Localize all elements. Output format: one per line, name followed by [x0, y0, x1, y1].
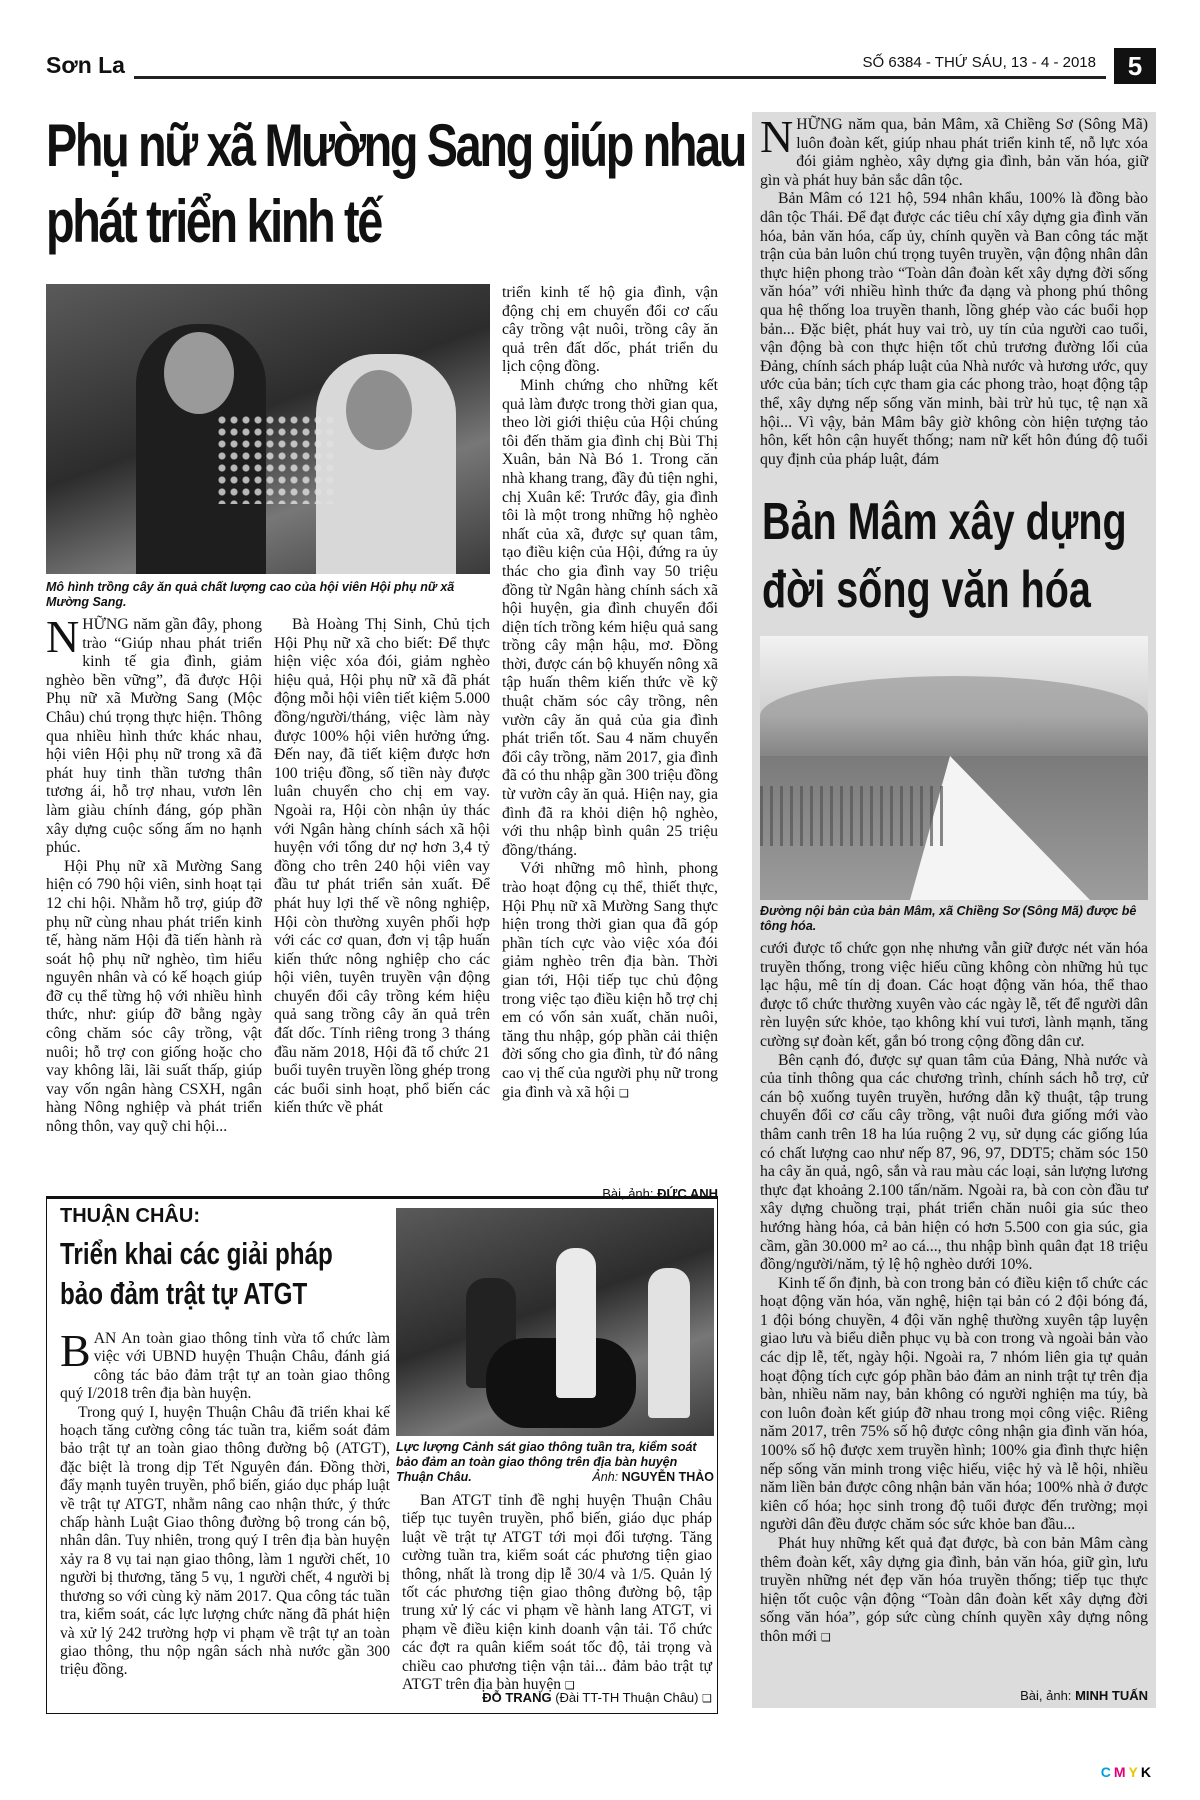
paragraph: Bản Mâm có 121 hộ, 594 nhân khẩu, 100% là đồng bào dân tộc Thái. Để đạt được các tiêu chí xây dựng gia đình văn hóa, bản văn hóa, cấp ủy, chính quyền và Ban công tác mặt trận của bản luôn chú trọng tuyên truyền, vận động nhân dân thực hiện phong trào “Toàn dân đoàn kết xây dựng đời sống văn hóa” với nhiều hình thức đa dạng và phong phú thông qua hệ thống loa truyền thanh, lồng ghép vào các buổi họp bản... Đặc biệt, phát huy vai trò, uy tín của người cao tuổi, vận động bà con thực hiện tốt chủ trương đường lối của Đảng, chính sách pháp luật của Nhà nước và hương ước, quy ước của bản; tích cực tham gia các phong trào, hoạt động tập thể, xây dựng nếp sống văn minh, bài trừ hủ tục, tệ nạn xã hội... Vì vậy, bản Mâm bây giờ không còn hiện tượng tảo hôn, kết hôn cận huyết thống; nam nữ kết hôn đúng độ tuổi quy định của pháp luật, đám [760, 190, 1148, 468]
right-article-title [762, 488, 1157, 624]
main-article-column-3 [502, 284, 718, 1103]
photo-flower-branch [216, 414, 336, 504]
box-article-column-2 [402, 1492, 712, 1695]
box-article-column-1 [60, 1325, 390, 1680]
author-name: ĐỨC ANH [657, 1186, 718, 1201]
box-article-byline: ĐỖ TRANG (Đài TT-TH Thuận Châu) ❑ [482, 1690, 712, 1705]
photo-officer-2 [648, 1268, 690, 1418]
right-title-line-1: Bản Mâm xây dựng [762, 493, 1127, 551]
cmyk-print-marks: CMYK [1100, 1764, 1154, 1780]
main-title-line-2: phát triển kinh tế [46, 188, 381, 255]
drop-cap: N [760, 111, 794, 162]
main-article-byline: Bài, ảnh: ĐỨC ANH [602, 1186, 718, 1201]
traffic-police-photo [396, 1208, 714, 1436]
photo-officer-1 [556, 1248, 596, 1398]
right-title-line-2: đời sống văn hóa [762, 561, 1091, 619]
paragraph: Ban ATGT tỉnh đề nghị huyện Thuận Châu tiếp tục tuyên truyền, phổ biến, giáo dục pháp luật về trật tự ATGT tới mọi đối tượng. Tăng cường tuần tra, kiểm soát các phương tiện giao thông, nhất là trong dịp lễ 30/4 và 1/5. Quản lý tốt các phương tiện giao thông đường bộ, tập trung xử lý các vi phạm về hành lang ATGT, vi phạm về điều kiện kinh doanh vận tải. Tổ chức các đợt ra quân kiểm soát tốc độ, tải trọng và chiều cao phương tiện vận tải... đảm bảo trật tự ATGT trên địa bàn huyện ❑ [402, 1492, 712, 1694]
right-article-intro [760, 111, 1148, 469]
box-title-line-2: bảo đảm trật tự ATGT [60, 1276, 308, 1311]
paragraph: NHỮNG năm gần đây, phong trào “Giúp nhau phát triển kinh tế gia đình, giảm nghèo bền vững”, đã được Hội Phụ nữ xã Mường Sang (Mộc Châu) chú trọng thực hiện. Thông qua nhiều hình thức khác nhau, hội viên Hội phụ nữ trong xã đã phát huy tinh thần tương thân tương ái, hỗ trợ nhau, vươn lên làm giàu chính đáng, góp phần xây dựng cuộc sống ấm no hạnh phúc. [46, 611, 262, 857]
end-mark: ❑ [564, 1679, 575, 1693]
author-name: MINH TUẤN [1075, 1688, 1148, 1703]
drop-cap: N [46, 611, 80, 662]
photo-face-left [164, 332, 234, 414]
box-title-line-1: Triển khai các giải pháp [60, 1236, 333, 1271]
paragraph: Với những mô hình, phong trào hoạt động cụ thể, thiết thực, Hội Phụ nữ xã Mường Sang thực hiện trong thời gian qua đã góp phần tích cực vào việc xóa đói giảm nghèo trên địa bàn. Thời gian tới, Hội tiếp tục chủ động trong việc tạo điều kiện hỗ trợ chị em có vốn sản xuất, chăn nuôi, tăng thu nhập, góp phần cải thiện đời sống cho gia đình, từ đó nâng cao vị thế của người phụ nữ trong gia đình và xã hội ❑ [502, 860, 718, 1101]
box-article-title [60, 1234, 388, 1314]
end-mark: ❑ [821, 1630, 831, 1644]
photo-fence [760, 786, 950, 846]
right-article-byline: Bài, ảnh: MINH TUẤN [1020, 1688, 1148, 1703]
box-kicker: THUẬN CHÂU: [60, 1205, 200, 1227]
photo-hills [760, 676, 1148, 756]
women-photo-caption: Mô hình trồng cây ăn quả chất lượng cao của hội viên Hội phụ nữ xã Mường Sang. [46, 580, 455, 609]
paragraph: Trong quý I, huyện Thuận Châu đã triển khai kế hoạch tăng cường công tác tuần tra, kiểm soát đảm bảo trật tự an toàn giao thông đường bộ (ATGT), đặc biệt là trong dịp Tết Nguyên đán. Đồng thời, đẩy mạnh tuyên truyền, phổ biến, giáo dục pháp luật về trật tự ATGT, nhằm nâng cao nhận thức, ý thức chấp hành Luật Giao thông đường bộ trong cán bộ, nhân dân. Tuy nhiên, trong quý I trên địa bàn huyện xảy ra 8 vụ tai nạn giao thông, làm 1 người chết, 10 người bị thương, tăng 5 vụ, 1 người chết, 4 người bị thương so với cùng kỳ năm 2017. Qua công tác tuần tra, kiểm soát, các lực lượng chức năng đã phát hiện và xử lý 242 trường hợp vi phạm về trật tự an toàn giao thông, thu nộp ngân sách nhà nước gần 300 triệu đồng. [60, 1403, 390, 1679]
drop-cap: B [60, 1325, 91, 1376]
village-road-photo [760, 636, 1148, 900]
main-article-title [46, 108, 746, 260]
main-article-column-1 [46, 611, 262, 1137]
paragraph: cưới được tổ chức gọn nhẹ nhưng vẫn giữ được nét văn hóa truyền thống, trong việc hiếu cũng không còn những hủ tục lạc hậu, mê tín dị đoan. Các hoạt động văn hóa, thể thao được tổ chức thường xuyên vào các ngày lễ, tết để người dân rèn luyện sức khỏe, tạo không khí vui tươi, lành mạnh, tăng cường sự đoàn kết, gắn bó trong cộng đồng dân cư. [760, 940, 1148, 1050]
paragraph: Bà Hoàng Thị Sinh, Chủ tịch Hội Phụ nữ xã cho biết: Để thực hiện việc xóa đói, giảm nghèo hiệu quả, Hội phụ nữ xã đã phát động mỗi hội viên tiết kiệm 5.000 đồng/người/tháng, việc làm này được 100% hội viên hưởng ứng. Đến nay, đã tiết kiệm được hơn 100 triệu đồng, số tiền này được luân chuyển cho chị em vay. Ngoài ra, Hội còn nhận ủy thác với Ngân hàng chính sách xã hội huyện với tổng dư nợ hơn 3,4 tỷ đồng cho trên 240 hội viên vay đầu tư phát triển sản xuất. Để phát huy lợi thế về nông nghiệp, Hội còn thường xuyên phối hợp với các cơ quan, đơn vị tập huấn kiến thức nông nghiệp cho các hội viên, tuyên truyền vận động chuyển đổi cây trồng kém hiệu quả sang trồng cây ăn quả trên đất dốc. Tính riêng trong 3 tháng đầu năm 2018, Hội đã tổ chức 21 buổi tuyên truyền lồng ghép trong các buổi sinh hoạt, phổ biến các kiến thức về phát [274, 616, 490, 1117]
issue-info: SỐ 6384 - THỨ SÁU, 13 - 4 - 2018 [857, 54, 1102, 71]
police-photo-caption: Lực lượng Cảnh sát giao thông tuần tra, kiểm soát bảo đảm an toàn giao thông trên địa bàn huyện Thuận Châu. [396, 1440, 697, 1484]
page-header [46, 48, 1156, 88]
paragraph: NHỮNG năm qua, bản Mâm, xã Chiềng Sơ (Sông Mã) luôn đoàn kết, giúp nhau phát triển kinh tế, nỗ lực xóa đói giảm nghèo, xây dựng gia đình, bản văn hóa, giữ gìn và phát huy bản sắc dân tộc. [760, 111, 1148, 189]
main-title-line-1: Phụ nữ xã Mường Sang giúp nhau [46, 112, 746, 179]
photo-face-right [346, 370, 412, 450]
road-photo-caption: Đường nội bản của bản Mâm, xã Chiềng Sơ (Sông Mã) được bê tông hóa. [760, 904, 1137, 933]
women-orchard-photo [46, 284, 490, 574]
paragraph: Phát huy những kết quả đạt được, bà con bản Mâm càng thêm đoàn kết, xây dựng gia đình, bản văn hóa, giữ gìn, lưu truyền những nét đẹp văn hóa truyền thống; tiếp tục thực hiện tốt cuộc vận động “Toàn dân đoàn kết xây dựng đời sống văn hóa”, góp sức cùng chính quyền xây dựng nông thôn mới ❑ [760, 1535, 1148, 1645]
paragraph: triển kinh tế hộ gia đình, vận động chị em chuyển đổi cơ cấu cây trồng vật nuôi, trồng cây ăn quả trên đất dốc, phát triển du lịch cộng đồng. [502, 284, 718, 376]
paragraph: Bên cạnh đó, được sự quan tâm của Đảng, Nhà nước và của tỉnh thông qua các chương trình, chính sách hỗ trợ, cử cán bộ xuống tuyên truyền, hướng dẫn kỹ thuật, tập trung chuyển đổi cơ cấu cây trồng, vật nuôi đưa giống mới vào thâm canh trên 18 ha lúa ruộng 2 vụ, sử dụng các giống lúa có chất lượng cao như nếp 87, 96, 97, DDT5; chăm sóc 150 ha cây ăn quả, ngô, sắn và rau màu các loại, sản lượng lương thực đạt khoảng 2.100 tấn/năm. Ngoài ra, bà con còn đầu tư xây dựng chuồng trại, phát triển chăn nuôi gia súc theo hướng hàng hóa, cả bản hiện có hơn 5.500 con gia súc, gia cầm, gần 30.000 m² ao cá..., thu nhập bình quân đạt 18 triệu đồng/người/năm, tỷ lệ hộ nghèo dưới 10%. [760, 1051, 1148, 1274]
paragraph: Hội Phụ nữ xã Mường Sang hiện có 790 hội viên, sinh hoạt tại 12 chi hội. Nhằm hỗ trợ, giúp đỡ phụ nữ cùng nhau phát triển kinh tế, hàng năm Hội đã tiến hành rà soát hộ phụ nữ nghèo, tìm hiểu nguyên nhân và có kế hoạch giúp đỡ cụ thể từng hộ với nhiều hình thức, như: giúp đỡ bằng ngày công chăm sóc cây trồng, vật nuôi; hỗ trợ con giống hoặc cho vay không lãi, lãi suất thấp, giúp vay vốn ngân hàng CSXH, ngân hàng Nông nghiệp và phát triển nông thôn, vay quỹ chi hội... [46, 857, 262, 1136]
header-rule [134, 76, 1106, 79]
paragraph: Kinh tế ổn định, bà con trong bản có điều kiện tổ chức các hoạt động văn hóa, văn nghệ, hiện tại bản có 2 đội bóng đá, 1 đội bóng chuyền, 4 đội văn nghệ thường xuyên tập luyện giao lưu và biểu diễn phục vụ bà con trong và ngoài bản vào các dịp lễ, tết, ngày hội. Ngoài ra, 7 nhóm liên gia tự quản hoạt động tích cực góp phần bảo đảm an ninh trật tự trên địa bàn, nhiều năm nay, bản không có người nghiện ma túy, bà con luôn đoàn kết giúp đỡ nhau trong mọi công việc. Riêng năm 2017, trên 75% số hộ được công nhận gia đình văn hóa, 100% số hộ được xem truyền hình; 100% gia đình thực hiện nếp sống văn minh trong việc hiếu, việc hỷ và lễ hội, nhiều năm liền bản được công nhận bản văn hóa; 100% nhà ở được kiên cố hóa; học sinh trong độ tuổi được đến trường; mọi người dân đều được chăm sóc sức khỏe ban đầu... [760, 1274, 1148, 1534]
right-article-body [760, 940, 1148, 1648]
police-photo-credit: Ảnh: NGUYỄN THẢO [592, 1470, 714, 1484]
page-number: 5 [1114, 48, 1156, 84]
section-name: Sơn La [46, 52, 125, 78]
main-article-column-2 [274, 616, 490, 1118]
paragraph: BAN An toàn giao thông tỉnh vừa tổ chức làm việc với UBND huyện Thuận Châu, đánh giá công tác bảo đảm trật tự an toàn giao thông quý I/2018 trên địa bàn huyện. [60, 1325, 390, 1403]
end-mark: ❑ [619, 1086, 630, 1100]
author-name: ĐỖ TRANG [482, 1690, 552, 1705]
paragraph: Minh chứng cho những kết quả làm được trong thời gian qua, theo lời giới thiệu của Hội chúng tôi đến thăm gia đình chị Bùi Thị Xuân, bản Nà Bó 1. Trong căn nhà khang trang, đầy đủ tiện nghi, chị Xuân kể: Trước đây, gia đình tôi là một trong những hộ nghèo nhất của xã, được sự quan tâm, tạo điều kiện của Hội, đứng ra ủy thác cho gia đình vay 50 triệu đồng từ Ngân hàng chính sách xã hội huyện, gia đình chuyển đổi diện tích trồng kém hiệu quả sang trồng cây mận hậu, mơ. Đồng thời, được cán bộ khuyến nông xã tập huấn thêm kiến thức về kỹ thuật chăm sóc cây trồng, nên vườn cây ăn quả của gia đình phát triển tốt. Sau 4 năm chuyển đổi cây trồng, năm 2017, gia đình đã có thu nhập gần 300 triệu đồng từ vườn cây ăn quả. Hiện nay, gia đình đã ra khỏi diện hộ nghèo, với thu nhập bình quân 25 triệu đồng/tháng. [502, 376, 718, 859]
